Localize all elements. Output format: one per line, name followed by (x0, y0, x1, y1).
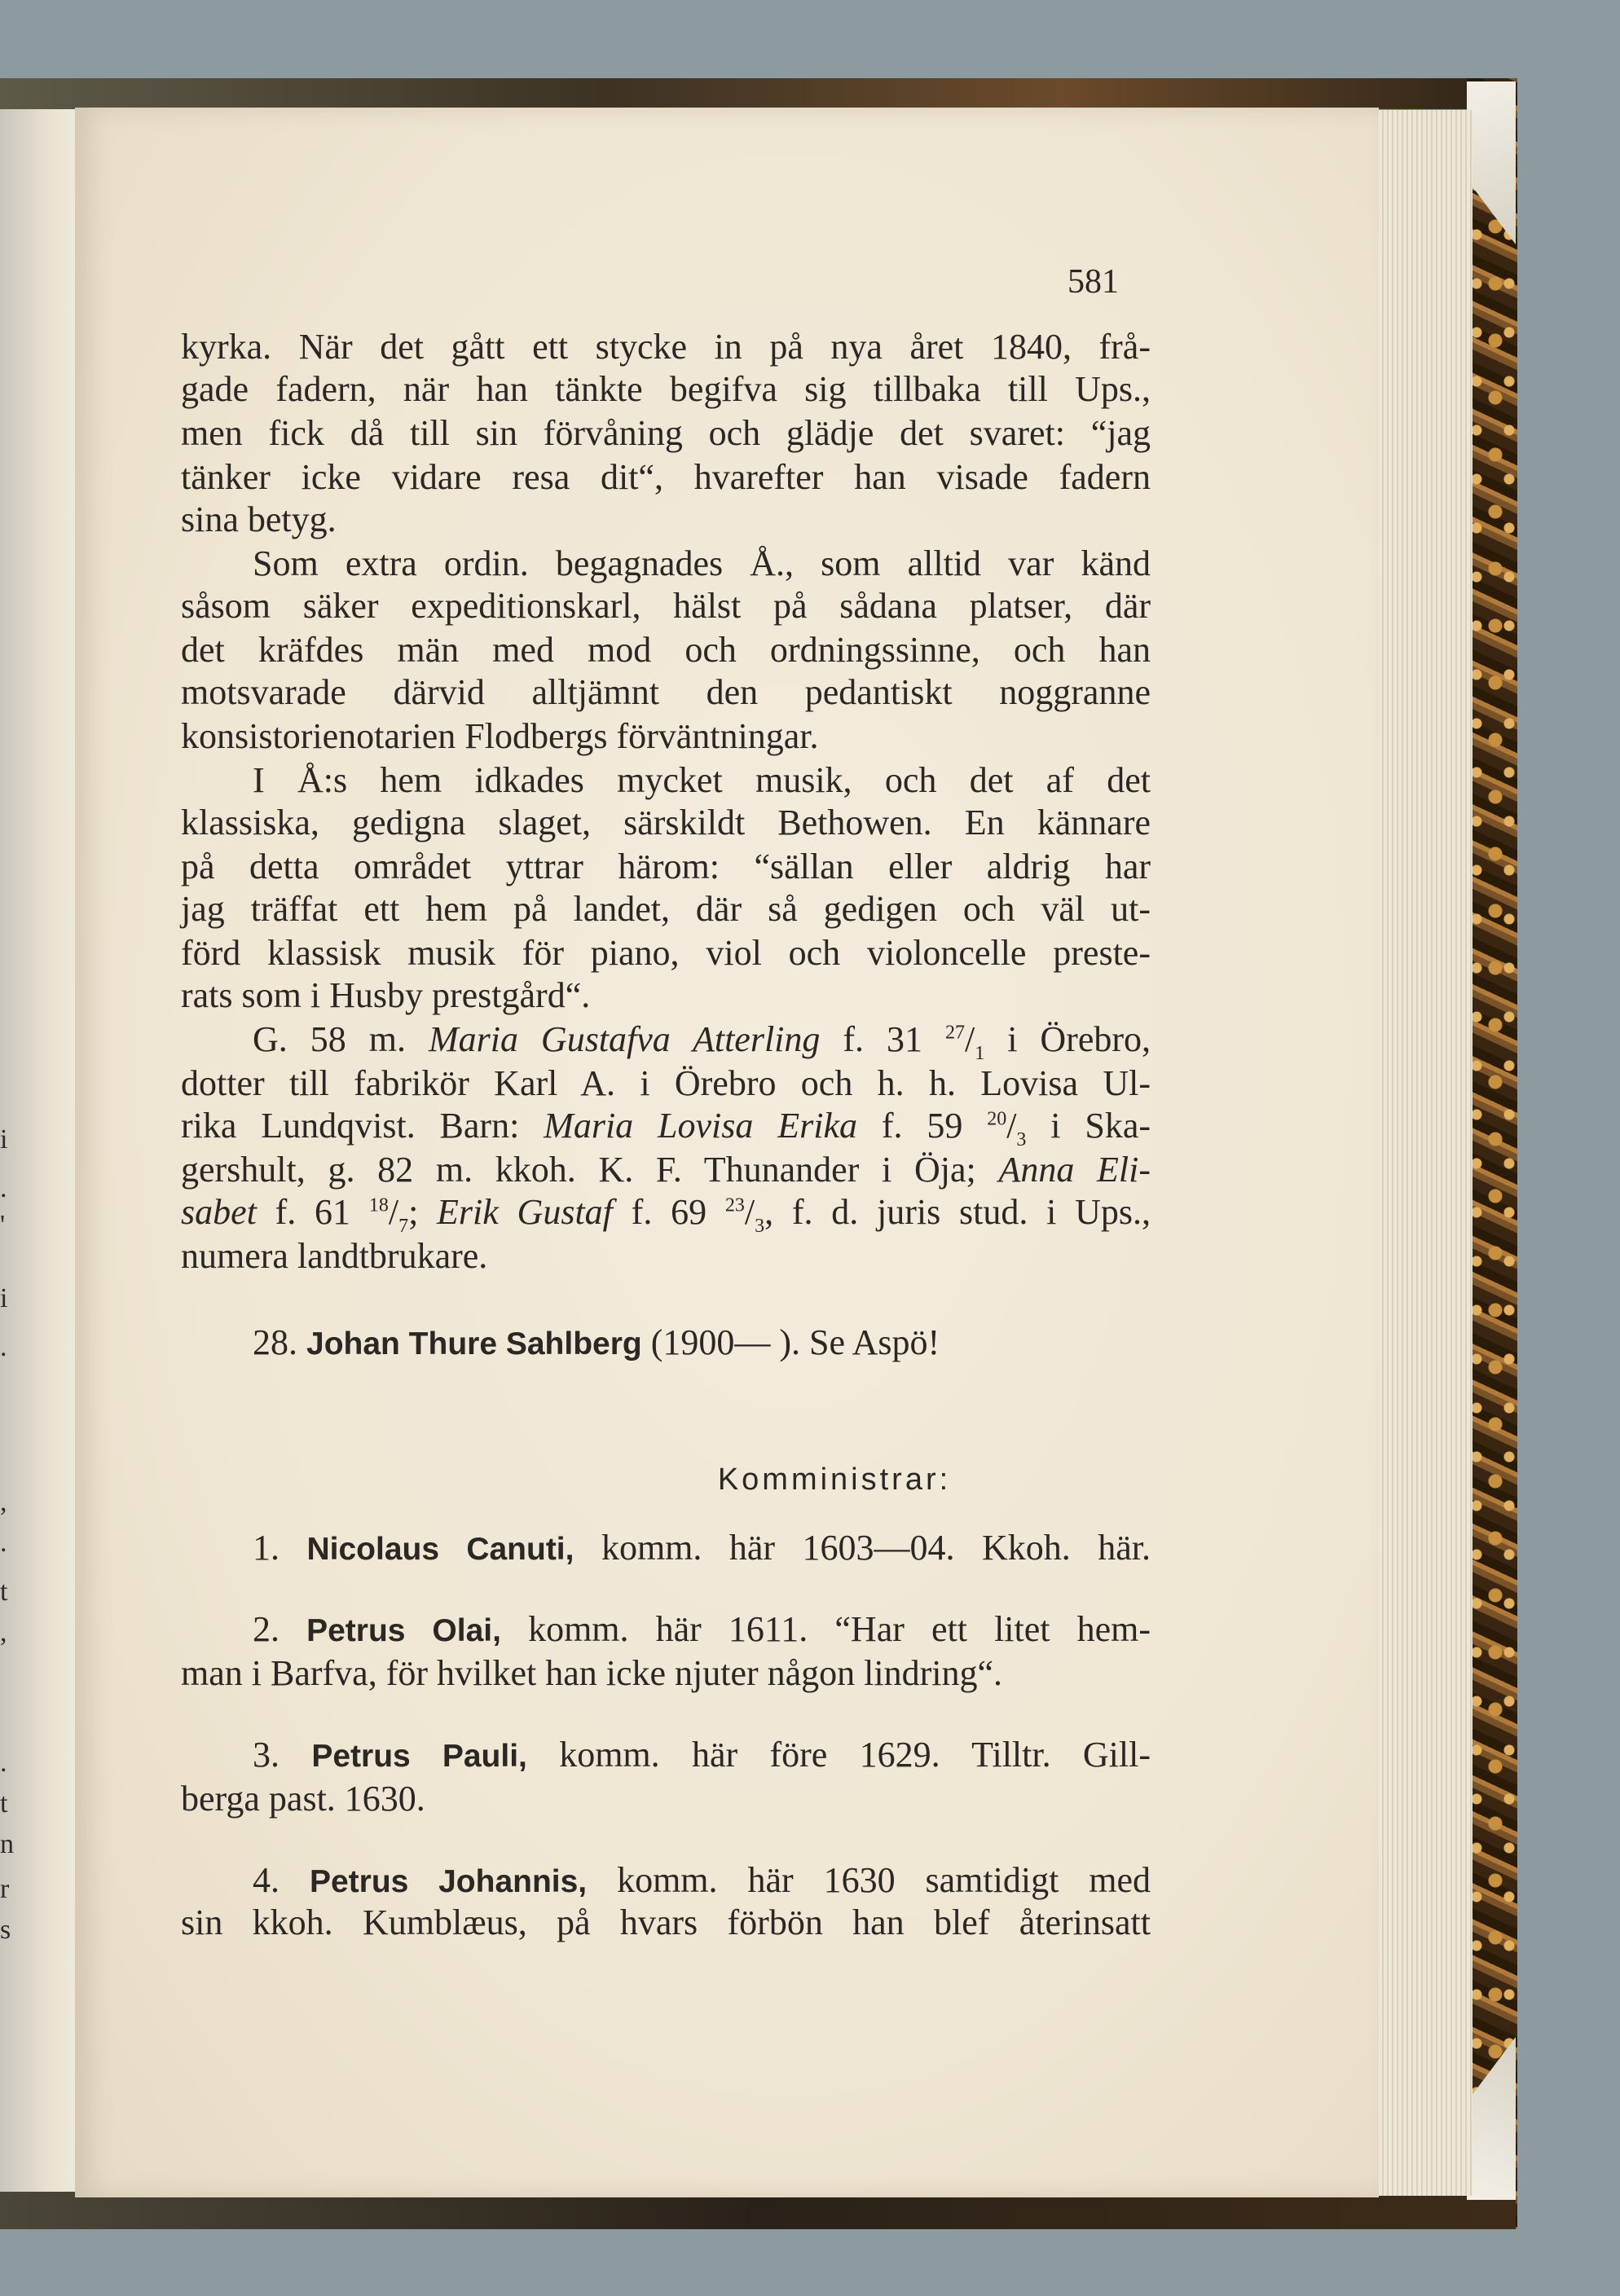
page-stack-edges (1377, 110, 1473, 2196)
text: f. 31 (820, 1019, 945, 1059)
text-line: klassiska, gedigna slaget, särskildt Bethowen. En kännare (181, 803, 1151, 842)
person-name: Maria Lovisa Erika (544, 1106, 857, 1146)
entry-number: 1. (253, 1528, 307, 1568)
page-number: 581 (1068, 263, 1119, 301)
entry-2-cont: man i Barfva, för hvilket han icke njuter någon lindring“. (181, 1653, 1003, 1693)
text-line: sina betyg. (181, 499, 337, 539)
person-name: Anna Eli- (998, 1150, 1151, 1190)
date-day: 27 (944, 1022, 965, 1044)
entry-4 (253, 1859, 1151, 1901)
text: rika Lundqvist. Barn: (181, 1106, 544, 1146)
margin-char: ' (0, 1210, 6, 1240)
text: i Ska- (1026, 1106, 1151, 1146)
date-month: 7 (398, 1215, 409, 1237)
text-line: Som extra ordin. begagnades Å., som alltid var känd (253, 543, 1151, 583)
entry-28 (253, 1322, 1151, 1363)
text: f. 59 (856, 1106, 988, 1146)
text: ; (408, 1192, 438, 1232)
entry-number: 28. (253, 1322, 306, 1362)
text: i Örebro, (984, 1019, 1151, 1059)
text-line-g1: G. 58 m. Maria Gustafva Atterling f. 31 $^{27}/_1$ i Örebro, (253, 1019, 1151, 1064)
text-line-g5: sabet f. 61 $^{18}/_7$; Erik Gustaf f. 69 $^{23}/_3$, f. d. juris stud. i Ups., (181, 1192, 1151, 1237)
date-month: 3 (755, 1215, 765, 1237)
marbled-cover-edge (1467, 78, 1517, 2229)
margin-char: , (0, 1617, 7, 1647)
margin-char: t (0, 1577, 8, 1607)
text-line: I Å:s hem idkades mycket musik, och det af det (253, 760, 1151, 800)
text-line: tänker icke vidare resa dit“, hvarefter han visade fadern (181, 457, 1151, 497)
date-day: 20 (987, 1108, 1007, 1130)
entry-4-cont: sin kkoh. Kumblæus, på hvars förbön han blef återinsatt (181, 1902, 1151, 1942)
person-name: sabet (181, 1192, 257, 1232)
entry-text: komm. här 1603—04. Kkoh. här. (574, 1528, 1151, 1568)
entry-number: 4. (253, 1860, 310, 1900)
entry-text: komm. här 1611. “Har ett litet hem- (500, 1609, 1151, 1649)
margin-char: t (0, 1788, 8, 1819)
entry-2 (253, 1608, 1151, 1650)
text: gershult, g. 82 m. kkoh. K. F. Thunander i Öja; (181, 1150, 999, 1190)
person-name: Petrus Olai, (306, 1613, 501, 1648)
entry-3-cont: berga past. 1630. (181, 1779, 425, 1819)
person-name: Petrus Pauli, (311, 1739, 527, 1774)
entry-number: 2. (253, 1609, 307, 1649)
text-line: på detta området yttrar härom: “sällan eller aldrig har (181, 847, 1151, 886)
text-line: dotter till fabrikör Karl A. i Örebro och h. h. Lovisa Ul- (181, 1063, 1151, 1103)
text-line: såsom säker expeditionskarl, hälst på sådana platser, där (181, 586, 1151, 626)
margin-char: i (0, 1124, 8, 1155)
margin-char: , (0, 1487, 7, 1517)
margin-char: i (0, 1283, 8, 1313)
text-line: rats som i Husby prestgård“. (181, 975, 591, 1015)
text: f. 61 (256, 1192, 369, 1232)
text: G. 58 m. (253, 1019, 429, 1059)
date-day: 18 (368, 1194, 389, 1216)
text-line: gade fadern, när han tänkte begifva sig tillbaka till Ups., (181, 369, 1151, 409)
left-margin-bleed (0, 489, 16, 1955)
margin-char: . (0, 1528, 7, 1558)
entry-1 (253, 1527, 1151, 1568)
entry-text: komm. här 1630 samtidigt med (587, 1860, 1151, 1900)
text-line: numera landtbrukare. (181, 1236, 488, 1276)
section-heading: Komministrar: (717, 1462, 952, 1497)
person-name: Erik Gustaf (437, 1192, 613, 1232)
margin-char: r (0, 1874, 10, 1904)
person-name: Petrus Johannis, (309, 1864, 588, 1899)
text-line-g4 (181, 1149, 1151, 1190)
margin-char: . (0, 1748, 7, 1778)
margin-char: . (0, 1173, 7, 1203)
date-month: 1 (975, 1042, 985, 1064)
person-name: Johan Thure Sahlberg (306, 1326, 642, 1361)
text: f. 69 (612, 1192, 725, 1232)
text-line: kyrka. När det gått ett stycke in på nya året 1840, frå- (181, 327, 1151, 367)
entry-number: 3. (253, 1735, 312, 1775)
text-line: motsvarade därvid alltjämnt den pedantiskt noggranne (181, 672, 1151, 712)
date-day: 23 (724, 1194, 745, 1216)
text-line: förd klassisk musik för piano, viol och violoncelle preste- (181, 933, 1151, 973)
margin-char: n (0, 1829, 14, 1859)
entry-text: komm. här före 1629. Tilltr. Gill- (526, 1735, 1151, 1775)
margin-char: s (0, 1915, 11, 1945)
text: , f. d. juris stud. i Ups., (764, 1192, 1151, 1232)
person-name: Maria Gustafva Atterling (428, 1019, 821, 1059)
text-line: konsistorienotarien Flodbergs förväntningar. (181, 716, 819, 756)
margin-char: . (0, 1332, 7, 1362)
date-month: 3 (1016, 1128, 1027, 1150)
text-line: jag träffat ett hem på landet, där så gedigen och väl ut- (181, 889, 1151, 929)
person-name: Nicolaus Canuti, (306, 1532, 574, 1567)
text-line: det kräfdes män med mod och ordningssinne, och han (181, 630, 1151, 670)
entry-3 (253, 1734, 1151, 1775)
text-line: men fick då till sin förvåning och glädje det svaret: “jag (181, 413, 1151, 453)
cover-top-edge (0, 78, 1516, 109)
entry-text: (1900— ). Se Aspö! (641, 1322, 940, 1362)
text-line-g3: rika Lundqvist. Barn: Maria Lovisa Erika f. 59 $^{20}/_3$ i Ska- (181, 1106, 1151, 1150)
